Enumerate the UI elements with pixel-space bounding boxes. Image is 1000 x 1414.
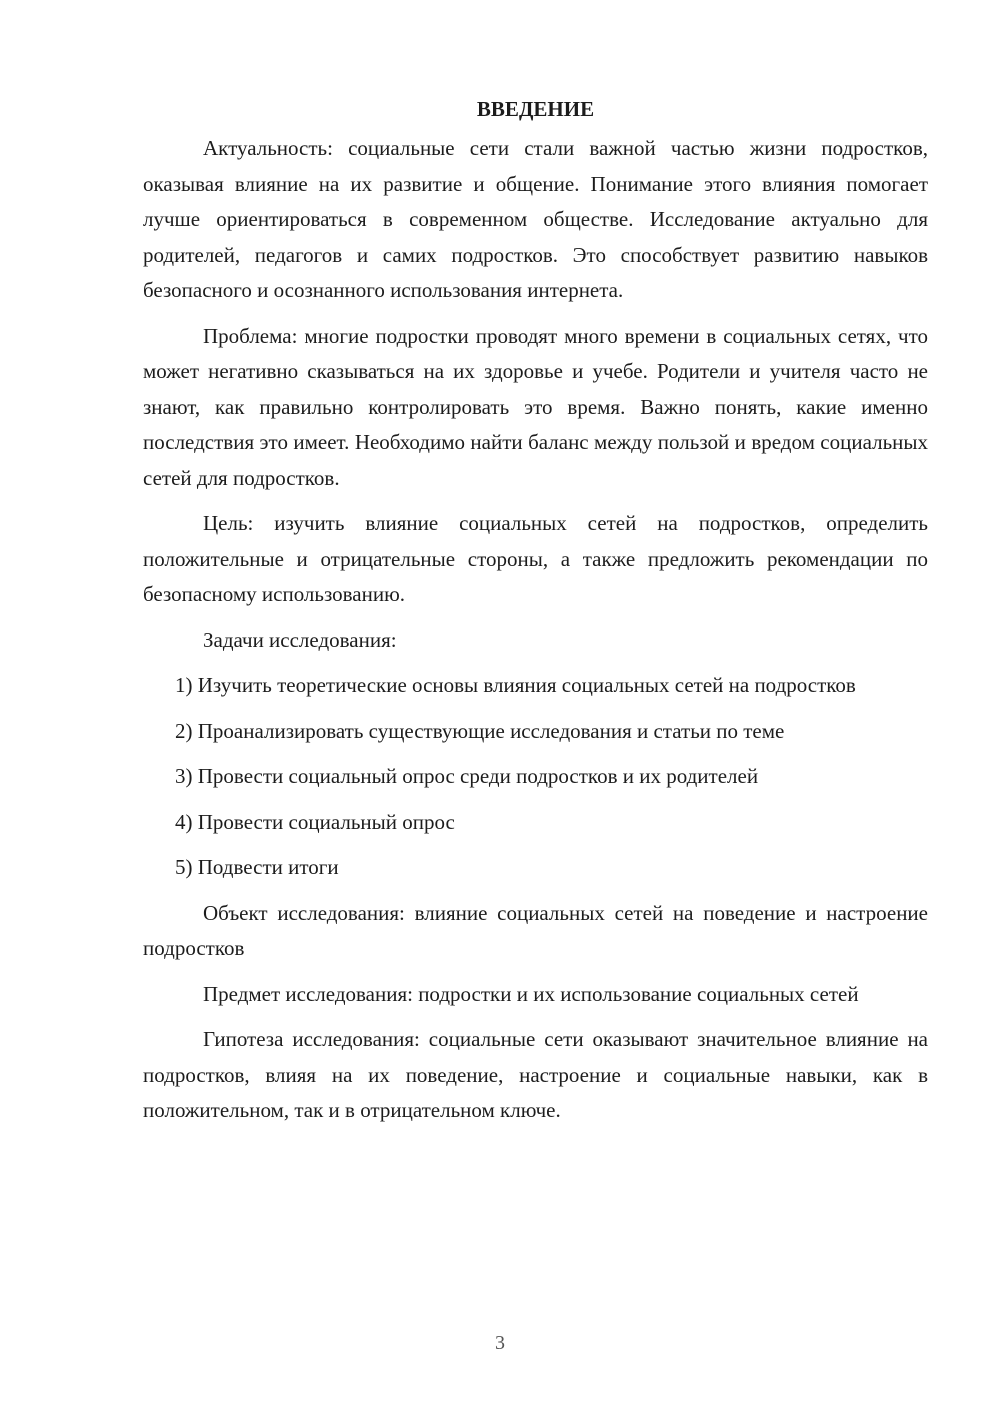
list-item: 2) Проанализировать существующие исследования и статьи по теме <box>175 718 785 743</box>
page-number: 3 <box>495 1332 505 1354</box>
paragraph-subject: Предмет исследования: подростки и их использование социальных сетей <box>203 981 859 1006</box>
paragraph-problem: Проблема: многие подростки проводят много времени в социальных сетях, что может негативно сказываться на их здоровье и учебе. Родители и учителя часто не знают, как правильно контролировать это время. Важно понять, какие именно последствия это имеет. Необходимо найти баланс между пользой и вредом социальных сетей для подростков. <box>143 323 928 490</box>
tasks-list <box>143 668 928 886</box>
list-item: 3) Провести социальный опрос среди подростков и их родителей <box>175 764 759 788</box>
paragraph-goal: Цель: изучить влияние социальных сетей на подростков, определить положительные и отрицательные стороны, а также предложить рекомендации по безопасному использованию. <box>143 511 928 606</box>
list-item: 1) Изучить теоретические основы влияния социальных сетей на подростков <box>175 673 856 697</box>
list-item: 5) Подвести итоги <box>175 855 339 879</box>
document-page <box>143 92 928 1139</box>
paragraph-object: Объект исследования: влияние социальных сетей на поведение и настроение подростков <box>143 900 928 960</box>
paragraph-hypothesis: Гипотеза исследования: социальные сети оказывают значительное влияние на подростков, влияя на их поведение, настроение и социальные навыки, как в положительном, так и в отрицательном ключе. <box>143 1027 928 1122</box>
paragraph-tasks-title: Задачи исследования: <box>203 627 397 652</box>
paragraph-relevance: Актуальность: социальные сети стали важной частью жизни подростков, оказывая влияние на их развитие и общение. Понимание этого влияния помогает лучше ориентироваться в современном обществе. Исследование актуально для родителей, педагогов и самих подростков. Это способствует развитию навыков безопасного и осознанного использования интернета. <box>143 136 928 302</box>
section-heading: ВВЕДЕНИЕ <box>476 97 595 121</box>
list-item: 4) Провести социальный опрос <box>175 809 455 834</box>
